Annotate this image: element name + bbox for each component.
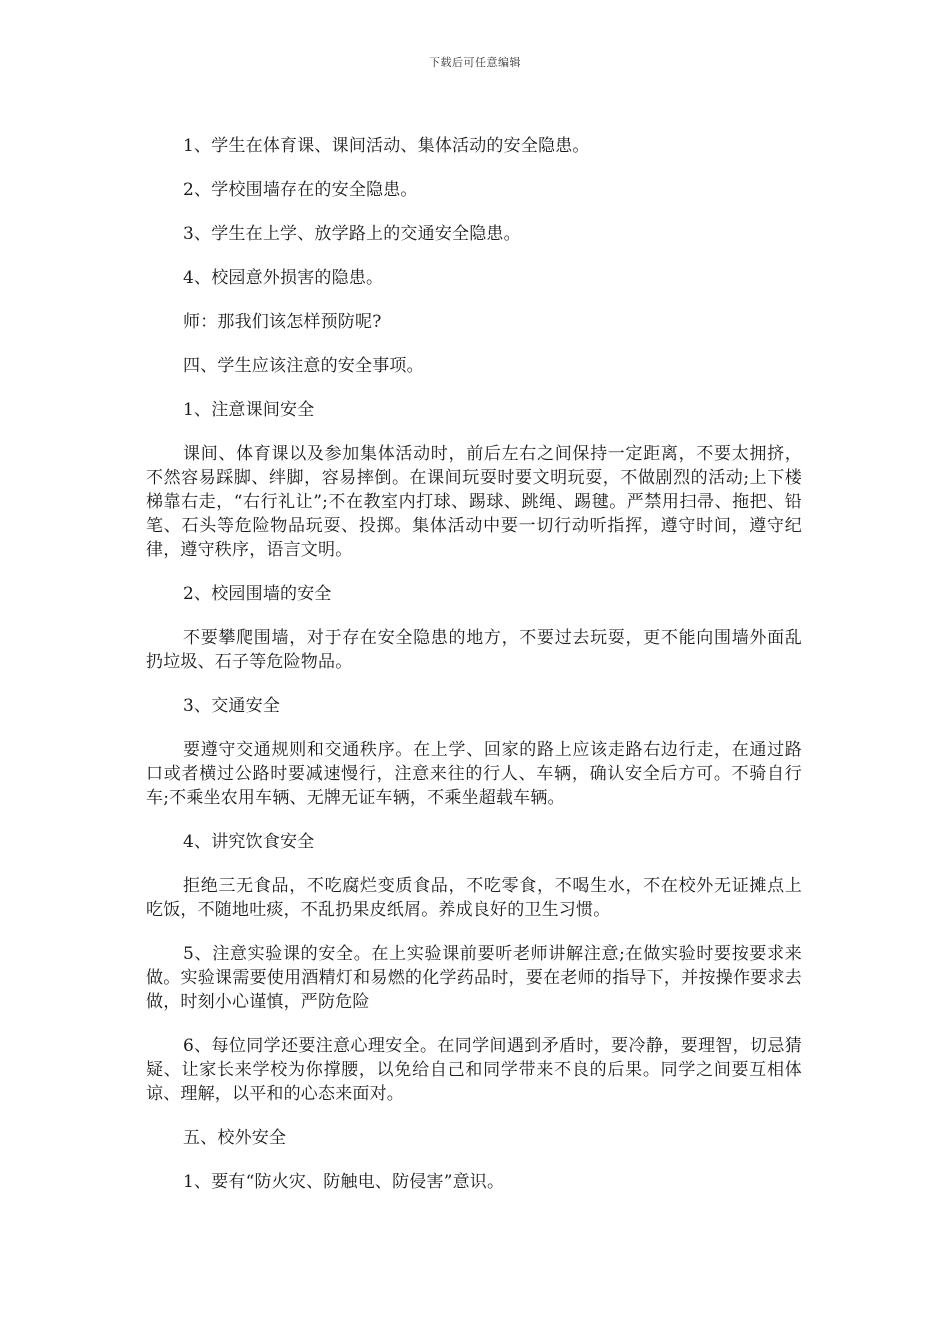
paragraph-traffic-safety: 要遵守交通规则和交通秩序。在上学、回家的路上应该走路右边行走，在通过路口或者横过公路时要减速慢行，注意来往的行人、车辆，确认安全后方可。不骑自行车;不乘坐农用车辆、无牌无证车辆，不乘坐超载车辆。 bbox=[146, 740, 802, 808]
section-heading-5: 五、校外安全 bbox=[183, 1128, 287, 1148]
paragraph-teacher-question: 师：那我们该怎样预防呢? bbox=[183, 312, 382, 332]
paragraph-hazard-1: 1、学生在体育课、课间活动、集体活动的安全隐患。 bbox=[183, 136, 590, 156]
page-header-note: 下载后可任意编辑 bbox=[429, 56, 521, 69]
paragraph-lab-safety: 5、注意实验课的安全。在上实验课前要听老师讲解注意;在做实验时要按要求来做。实验课需要使用酒精灯和易燃的化学药品时，要在老师的指导下，并按操作要求去做，时刻小心谨慎，严防危险 bbox=[146, 944, 802, 1012]
paragraph-food-safety: 拒绝三无食品，不吃腐烂变质食品，不吃零食，不喝生水，不在校外无证摊点上吃饭，不随地吐痰，不乱扔果皮纸屑。养成良好的卫生习惯。 bbox=[146, 876, 802, 920]
subheading-wall-safety: 2、校园围墙的安全 bbox=[183, 584, 332, 604]
paragraph-break-safety: 课间、体育课以及参加集体活动时，前后左右之间保持一定距离，不要太拥挤，不然容易踩脚、绊脚，容易摔倒。在课间玩耍时要文明玩耍，不做剧烈的活动;上下楼梯靠右走，“右行礼让”;不在教室内打球、踢球、跳绳、踢毽。严禁用扫帚、拖把、铅笔、石头等危险物品玩耍、投掷。集体活动中要一切行动听指挥，遵守时间，遵守纪律，遵守秩序，语言文明。 bbox=[146, 444, 802, 560]
paragraph-hazard-4: 4、校园意外损害的隐患。 bbox=[183, 268, 384, 288]
document-body bbox=[146, 134, 802, 1194]
section-heading-4: 四、学生应该注意的安全事项。 bbox=[183, 356, 424, 376]
paragraph-wall-safety: 不要攀爬围墙，对于存在安全隐患的地方，不要过去玩耍，更不能向围墙外面乱扔垃圾、石子等危险物品。 bbox=[146, 628, 802, 672]
paragraph-offcampus-1: 1、要有“防火灾、防触电、防侵害”意识。 bbox=[183, 1172, 505, 1192]
paragraph-hazard-2: 2、学校围墙存在的安全隐患。 bbox=[183, 180, 418, 200]
paragraph-hazard-3: 3、学生在上学、放学路上的交通安全隐患。 bbox=[183, 224, 521, 244]
paragraph-mental-safety: 6、每位同学还要注意心理安全。在同学间遇到矛盾时，要冷静，要理智，切忌猜疑、让家长来学校为你撑腰，以免给自己和同学带来不良的后果。同学之间要互相体谅、理解，以平和的心态来面对。 bbox=[146, 1036, 802, 1104]
subheading-food-safety: 4、讲究饮食安全 bbox=[183, 832, 315, 852]
subheading-traffic-safety: 3、交通安全 bbox=[183, 696, 281, 716]
subheading-break-safety: 1、注意课间安全 bbox=[183, 400, 315, 420]
